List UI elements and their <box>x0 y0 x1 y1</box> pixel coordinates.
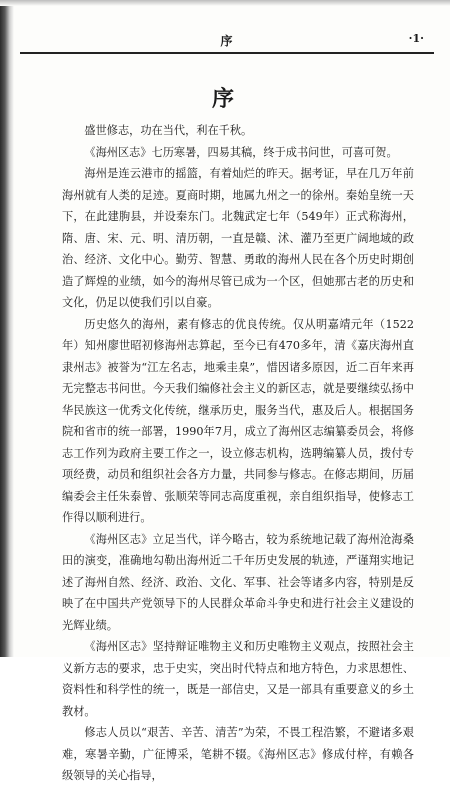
chapter-title: 序 <box>211 86 238 112</box>
page-number: ·1· <box>408 32 424 45</box>
paragraph-1: 盛世修志，功在当代，利在千秋。 <box>84 124 253 137</box>
paragraph-3: 海州是连云港市的摇篮，有着灿烂的昨天。据考证，早在几万年前海州就有人类的足迹。夏商时期，地属九州之一的徐州。秦始皇统一天下，在此建朐县，并设秦东门。北魏武定七年（549年）正式称海州，隋、唐、宋、元、明、清历朝，一直是赣、沭、灌乃至更广阔地域的政治、经济、文化中心。勤劳、智慧、勇敢的海州人民在各个历史时期创造了辉煌的业绩，如今的海州尽管已成为一个区，但她那古老的历史和文化，仍足以使我们引以自豪。 <box>62 167 414 309</box>
paragraph-6: 《海州区志》坚持辩证唯物主义和历史唯物主义观点，按照社会主义新方志的要求，忠于史实，突出时代特点和地方特色，力求思想性、资料性和科学性的统一，既是一部信史，又是一部具有重要意义的乡土教材。 <box>62 640 414 718</box>
scan-top-edge <box>0 0 450 6</box>
paragraph-5: 《海州区志》立足当代，详今略古，较为系统地记载了海州沧海桑田的演变，准确地勾勒出海州近二千年历史发展的轨迹，严谨翔实地记述了海州自然、经济、政治、文化、军事、社会等诸多内容，特别是反映了在中国共产党领导下的人民群众革命斗争史和进行社会主义建设的光辉业绩。 <box>62 532 414 632</box>
running-header <box>20 18 434 54</box>
paragraph-7: 修志人员以“艰苦、辛苦、清苦”为荣，不畏工程浩繁，不避诸多艰难，寒暑辛勤，广征博采，笔耕不辍。《海州区志》修成付梓，有赖各级领导的关心指导， <box>62 726 414 782</box>
header-title: 序 <box>220 34 234 48</box>
paragraph-4: 历史悠久的海州，素有修志的优良传统。仅从明嘉靖元年（1522年）知州廖世昭初修海州志算起，至今已有470多年，清《嘉庆海州直隶州志》被誉为“江左名志，地乘圭臬”，惜因诸多原因，近二百年来再无完整志书问世。今天我们编修社会主义的新区志，就是要继续弘扬中华民族这一优秀文化传统，继承历史，服务当代，惠及后人。根据国务院和省市的统一部署，1990年7月，成立了海州区志编纂委员会，将修志工作列为政府主要工作之一，设立修志机构，选聘编纂人员，拨付专项经费，动员和组织社会各方力量，共同参与修志。在修志期间，历届编委会主任朱泰曾、张顺荣等同志高度重视，亲自组织指导，使修志工作得以顺利进行。 <box>62 317 414 524</box>
paragraph-2: 《海州区志》七历寒暑，四易其稿，终于成书问世，可喜可贺。 <box>84 145 398 159</box>
body-text <box>62 120 414 787</box>
